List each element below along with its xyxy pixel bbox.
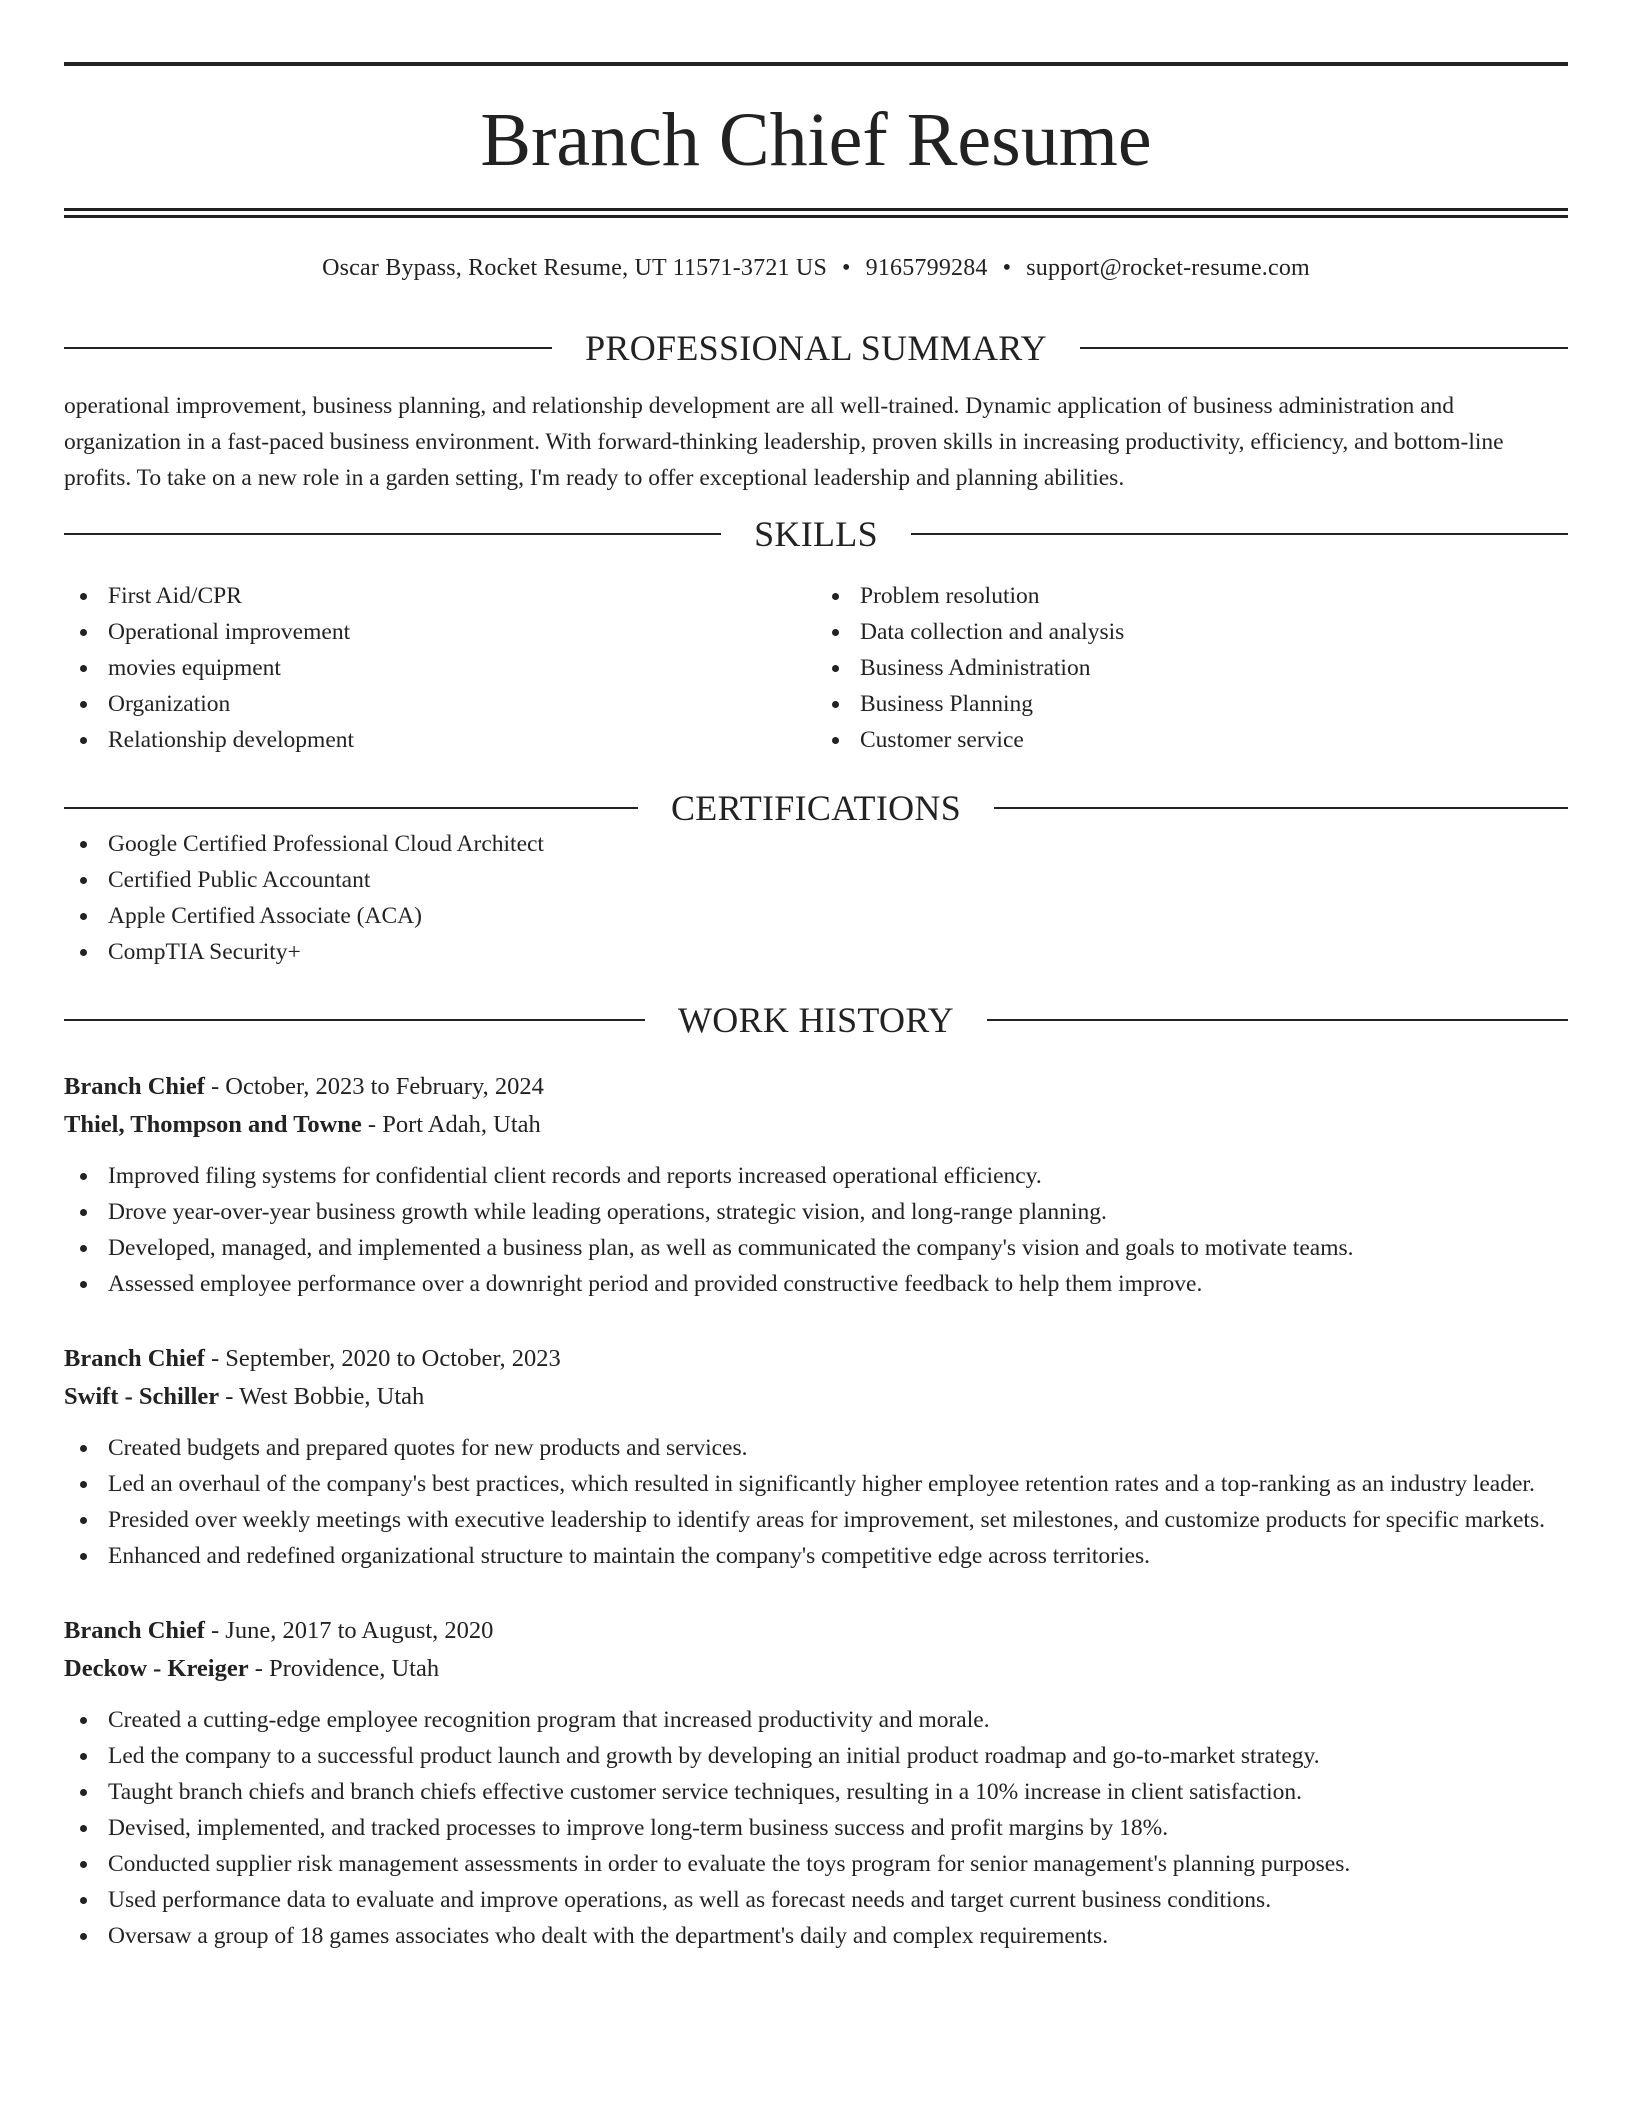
job-title: Branch Chief: [64, 1073, 205, 1100]
skill-item: Business Administration: [816, 650, 1568, 686]
section-rule: [64, 347, 552, 349]
certifications-list: [64, 826, 1568, 970]
job-duty: Developed, managed, and implemented a business plan, as well as communicated the company's vision and goals to motivate teams.: [64, 1230, 1568, 1266]
skill-item: Organization: [64, 686, 816, 722]
job-duty: Devised, implemented, and tracked processes to improve long-term business success and profit margins by 18%.: [64, 1810, 1568, 1846]
job-title: Branch Chief: [64, 1617, 205, 1644]
job-duties: [64, 1702, 1568, 1954]
skill-item: Operational improvement: [64, 614, 816, 650]
job-company-line: [64, 1106, 1568, 1144]
contact-line: [64, 256, 1568, 280]
job-duty: Created a cutting-edge employee recognition program that increased productivity and morale.: [64, 1702, 1568, 1738]
job-company-line: [64, 1650, 1568, 1688]
job-duty: Assessed employee performance over a downright period and provided constructive feedback to help them improve.: [64, 1266, 1568, 1302]
job-entry: [64, 1340, 1568, 1574]
section-rule: [987, 1019, 1568, 1021]
contact-address: Oscar Bypass, Rocket Resume, UT 11571-3721 US: [322, 255, 828, 281]
section-rule: [994, 807, 1568, 809]
contact-email: support@rocket-resume.com: [1026, 255, 1310, 281]
job-location: - Port Adah, Utah: [361, 1111, 541, 1138]
skill-item: Business Planning: [816, 686, 1568, 722]
skill-item: Data collection and analysis: [816, 614, 1568, 650]
skill-item: Customer service: [816, 722, 1568, 758]
section-title-skills: SKILLS: [754, 514, 878, 554]
section-header-certifications: [64, 790, 1568, 826]
skills-list: [64, 578, 1568, 758]
contact-phone: 9165799284: [865, 255, 988, 281]
job-company-line: [64, 1378, 1568, 1416]
job-dates: - June, 2017 to August, 2020: [204, 1617, 494, 1644]
job-entry: [64, 1068, 1568, 1302]
skill-item: First Aid/CPR: [64, 578, 816, 614]
job-duty: Taught branch chiefs and branch chiefs effective customer service techniques, resulting in a 10% increase in client satisfaction.: [64, 1774, 1568, 1810]
job-duty: Improved filing systems for confidential client records and reports increased operational efficiency.: [64, 1158, 1568, 1194]
title-double-rule: [64, 208, 1568, 218]
job-dates: - September, 2020 to October, 2023: [204, 1345, 561, 1372]
job-dates: - October, 2023 to February, 2024: [204, 1073, 544, 1100]
job-duties: [64, 1430, 1568, 1574]
job-duty: Led the company to a successful product launch and growth by developing an initial product roadmap and go-to-market strategy.: [64, 1738, 1568, 1774]
job-title: Branch Chief: [64, 1345, 205, 1372]
certification-item: CompTIA Security+: [64, 934, 1568, 970]
job-duty: Used performance data to evaluate and improve operations, as well as forecast needs and target current business conditions.: [64, 1882, 1568, 1918]
job-location: - West Bobbie, Utah: [219, 1383, 425, 1410]
job-duty: Created budgets and prepared quotes for new products and services.: [64, 1430, 1568, 1466]
top-rule: [64, 62, 1568, 66]
job-duty: Conducted supplier risk management assessments in order to evaluate the toys program for senior management's planning purposes.: [64, 1846, 1568, 1882]
section-rule: [64, 807, 638, 809]
section-rule: [64, 1019, 645, 1021]
job-duty: Presided over weekly meetings with executive leadership to identify areas for improvement, set milestones, and customize products for specific markets.: [64, 1502, 1568, 1538]
job-duty: Led an overhaul of the company's best practices, which resulted in significantly higher employee retention rates and a top-ranking as an industry leader.: [64, 1466, 1568, 1502]
job-duty: Oversaw a group of 18 games associates who dealt with the department's daily and complex requirements.: [64, 1918, 1568, 1954]
section-title-summary: PROFESSIONAL SUMMARY: [585, 328, 1047, 368]
summary-text: operational improvement, business planning, and relationship development are all well-trained. Dynamic application of business administration and organization in a fast-paced business environment. With forward-thinking leadership, proven skills in increasing productivity, efficiency, and bottom-line profits. To take on a new role in a garden setting, I'm ready to offer exceptional leadership and planning abilities.: [64, 393, 1504, 491]
section-header-skills: [64, 516, 1568, 552]
section-title-certifications: CERTIFICATIONS: [670, 788, 962, 828]
skills-column-right: [816, 578, 1568, 758]
job-company: Thiel, Thompson and Towne: [64, 1111, 362, 1138]
skill-item: Relationship development: [64, 722, 816, 758]
certification-item: Google Certified Professional Cloud Architect: [64, 826, 1568, 862]
contact-separator: •: [1002, 255, 1012, 281]
job-duty: Drove year-over-year business growth while leading operations, strategic vision, and long-range planning.: [64, 1194, 1568, 1230]
job-title-line: [64, 1612, 1568, 1650]
section-header-summary: [64, 330, 1568, 366]
certification-item: Apple Certified Associate (ACA): [64, 898, 1568, 934]
job-company: Swift - Schiller: [64, 1383, 220, 1410]
resume-title: Branch Chief Resume: [480, 98, 1152, 182]
contact-separator: •: [842, 255, 851, 281]
section-rule: [1080, 347, 1568, 349]
job-company: Deckow - Kreiger: [64, 1655, 249, 1682]
job-title-line: [64, 1068, 1568, 1106]
job-duties: [64, 1158, 1568, 1302]
skill-item: Problem resolution: [816, 578, 1568, 614]
section-rule: [64, 533, 721, 535]
skill-item: movies equipment: [64, 650, 816, 686]
job-location: - Providence, Utah: [248, 1655, 440, 1682]
job-title-line: [64, 1340, 1568, 1378]
section-rule: [911, 533, 1568, 535]
job-entry: [64, 1612, 1568, 1954]
certification-item: Certified Public Accountant: [64, 862, 1568, 898]
skills-column-left: [64, 578, 816, 758]
section-header-work-history: [64, 1002, 1568, 1038]
section-title-work-history: WORK HISTORY: [678, 1000, 954, 1040]
job-duty: Enhanced and redefined organizational structure to maintain the company's competitive edge across territories.: [64, 1538, 1568, 1574]
